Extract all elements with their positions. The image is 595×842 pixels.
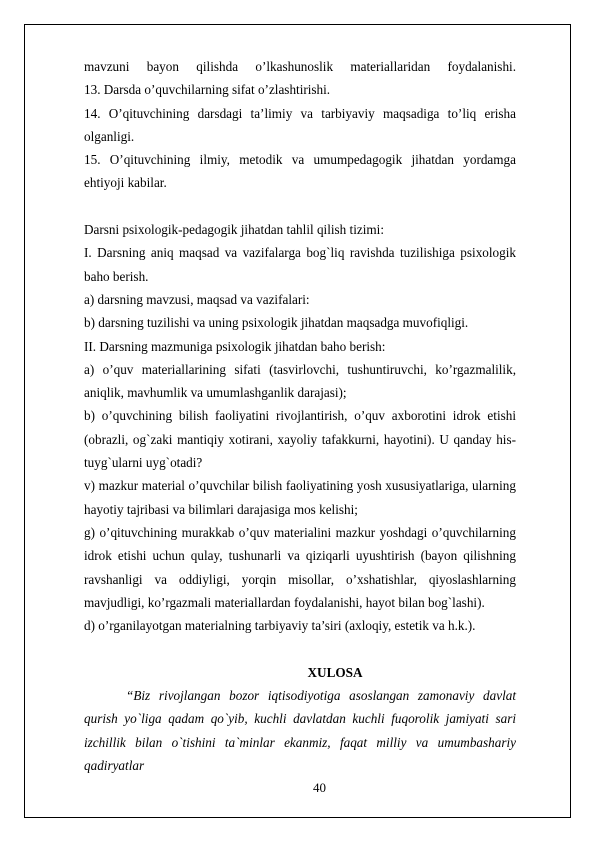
item-II-b: b) o’quvchining bilish faoliyatini rivojlantirish, o’quv axborotini idrok etishi (obrazli, og`zaki mantiqiy xotirani, xayoliy tafakkurni, hayotini). U qanday his-tuyg`ularni uyg`otadi? [84,408,516,471]
section-intro: Darsni psixologik-pedagogik jihatdan tahlil qilish tizimi: [84,222,384,238]
item-I-b: b) darsning tuzilishi va uning psixologik jihatdan maqsadga muvofiqligi. [84,315,469,331]
item-II: II. Darsning mazmuniga psixologik jihatdan baho berish: [84,338,386,354]
item-I: I. Darsning aniq maqsad va vazifalarga bog`liq ravishda tuzilishiga psixologik baho berish. [84,245,516,284]
section-heading: XULOSA [307,664,363,680]
list-item-15: 15. O’qituvchining ilmiy, metodik va umumpedagogik jihatdan yordamga ehtiyoji kabilar. [84,152,516,191]
list-item-14: 14. O’qituvchining darsdagi ta’limiy va tarbiyaviy maqsadiga to’liq erisha olganligi. [84,105,516,144]
item-II-v: v) mazkur material o’quvchilar bilish faoliyatining yosh xususiyatlariga, ularning hayotiy tajribasi va bilimlari darajasiga mos kelishi; [84,478,516,517]
blank-line [84,195,516,218]
page-body [84,55,516,777]
item-I-a: a) darsning mavzusi, maqsad va vazifalari: [84,291,310,307]
page-number: 40 [313,780,326,795]
item-II-g: g) o’qituvchining murakkab o’quv materialini mazkur yoshdagi o’quvchilarning idrok etishi uchun qulay, tushunarli va qiziqarli uyushtirish (bayon qilishning ravshanligi va oddiyligi, yorqin misollar, o’xshatishlar, qiyoslashlarning mavjudligi, ko’rgazmali materiallardan foydalanishi, hayot bilan bog`lashi). [84,524,516,610]
item-II-d: d) o’rganilayotgan materialning tarbiyaviy ta’siri (axloqiy, estetik va h.k.). [84,618,476,634]
blank-line [84,637,516,660]
item-II-a: a) o’quv materiallarining sifati (tasvirlovchi, tushuntiruvchi, ko’rgazmalilik, aniqlik, mavhumlik va umumlashganlik darajasi); [84,361,516,401]
quote-paragraph: “Biz rivojlangan bozor iqtisodiyotiga asoslangan zamonaviy davlat qurish yo`liga qadam qo`yib, kuchli davlatdan kuchli fuqorolik jamiyati sari izchillik bilan o`tishini ta`minlar ekanmiz, faqat milliy va umumbashariy qadiryatlar [84,688,516,773]
list-item-13: 13. Darsda o’quvchilarning sifat o’zlashtirishi. [84,82,331,98]
paragraph-line: mavzuni bayon qilishda o’lkashunoslik materiallaridan foydalanishi. [84,59,516,74]
